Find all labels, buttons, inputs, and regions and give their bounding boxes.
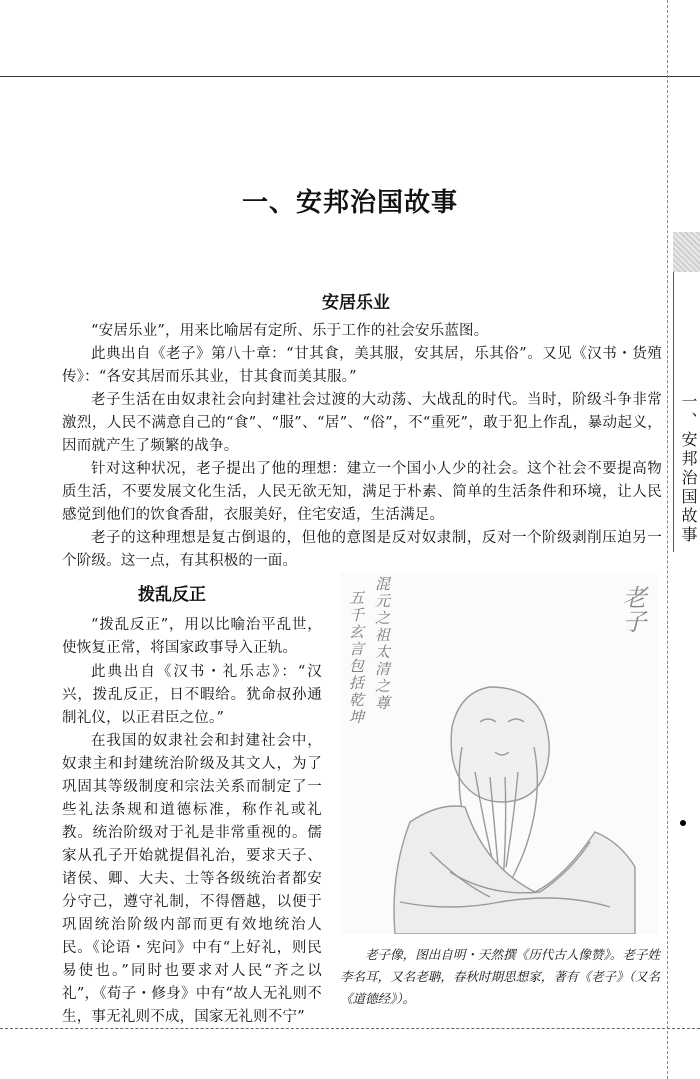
laozi-portrait-figure (340, 572, 658, 934)
section1-paragraph-4: 针对这种状况，老子提出了他的理想：建立一个国小人少的社会。这个社会不要提高物质生活，不要发展文化生活，人民无欲无知，满足于朴素、简单的生活条件和环境，让人民感觉到他们的饮食香甜，衣服美好，住宅安适，生活满足。 (62, 461, 662, 523)
figure-label: 老子 (618, 585, 646, 633)
section1-paragraph-1: “安居乐业”，用来比喻居有定所、乐于工作的社会安乐蓝图。 (91, 323, 489, 339)
tab-edge-line (673, 232, 674, 552)
section1-paragraph-5: 老子的这种理想是复古倒退的，但他的意图是反对奴隶制，反对一个阶级剥削压迫另一个阶级。这一点，有其积极的一面。 (62, 530, 662, 569)
side-chapter-tab: 一、安邦治国故事 (679, 393, 698, 545)
section1-paragraph-2: 此典出自《老子》第八十章：“甘其食，美其服，安其居，乐其俗”。又见《汉书・货殖传》：“各安其居而乐其业，甘其食而美其服。” (62, 346, 662, 385)
section2-paragraph-1: “拨乱反正”，用以比喻治平乱世，使恢复正常，将国家政事导入正轨。 (62, 617, 322, 656)
right-margin-dash (667, 0, 668, 1079)
chapter-title: 一、安邦治国故事 (241, 188, 458, 218)
calligraphy-line-2: 五千玄言包括乾坤 (347, 590, 365, 726)
section2-paragraph-2: 此典出自《汉书・礼乐志》：“汉兴，拨乱反正，日不暇给。犹命叔孙通制礼仪，以正君臣之位。” (62, 664, 322, 726)
tab-gray-band (673, 232, 700, 272)
section2-title: 拨乱反正 (138, 585, 206, 605)
section1-paragraph-3: 老子生活在由奴隶社会向封建社会过渡的大动荡、大战乱的时代。当时，阶级斗争非常激烈，人民不满意自己的“食”、“服”、“居”、“俗”，不“重死”，敢于犯上作乱，暴动起义，因而就产生了频繁的战争。 (62, 392, 662, 454)
section2-paragraph-3: 在我国的奴隶社会和封建社会中，奴隶主和封建统治阶级及其文人，为了巩固其等级制度和宗法关系而制定了一些礼法条规和道德标准，称作礼或礼教。统治阶级对于礼是非常重视的。儒家从孔子开始就提倡礼治，要求天子、诸侯、卿、大夫、士等各级统治者都安分守己，遵守礼制，不得僭越，以便于巩固统治阶级内部而更有效地统治人民。《论语・宪问》中有“上好礼，则民易使也。”同时也要求对人民“齐之以礼”，《荀子・修身》中有“故人无礼则不生，事无礼则不成，国家无礼则不宁” (62, 733, 322, 1025)
top-rule (0, 76, 700, 77)
figure-caption: 老子像，图出自明・天然撰《历代古人像赞》。老子姓李名耳，又名老聃，春秋时期思想家，著有《老子》（又名《道德经》）。 (340, 947, 660, 1006)
calligraphy-line-1: 混元之祖太清之尊 (373, 576, 391, 712)
section1-title: 安居乐业 (322, 293, 390, 313)
margin-dot (680, 820, 686, 826)
